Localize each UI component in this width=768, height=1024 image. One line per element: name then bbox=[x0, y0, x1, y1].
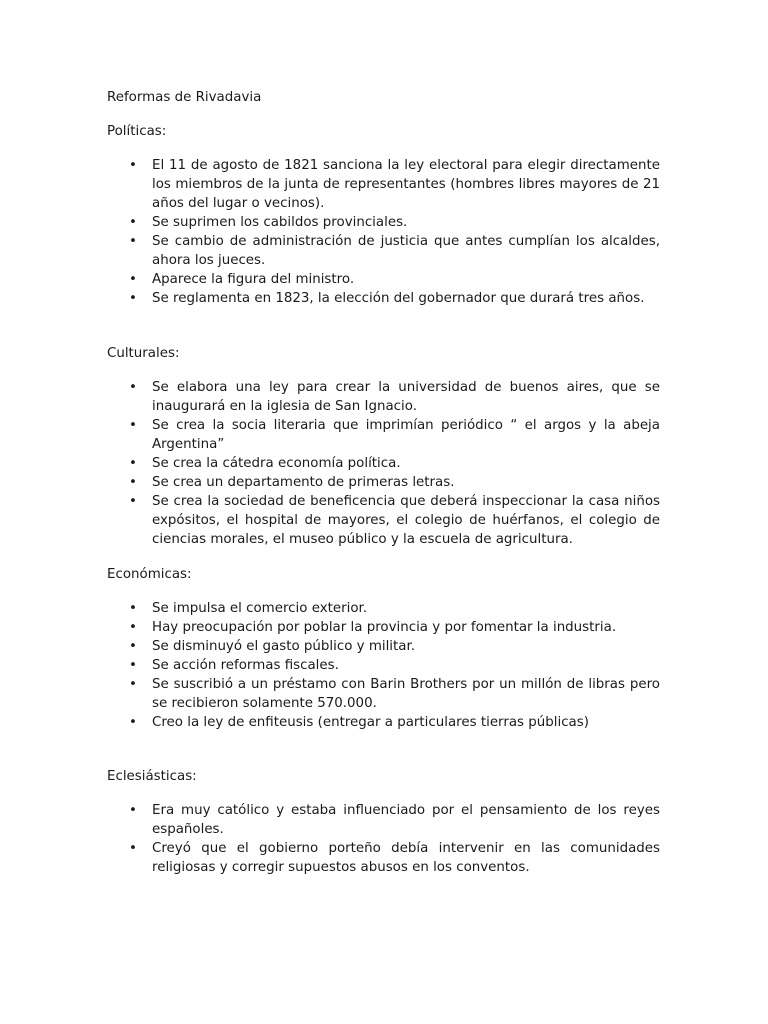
list-item: • Se impulsa el comercio exterior. bbox=[107, 599, 660, 618]
section-heading-economicas: Económicas: bbox=[107, 567, 192, 582]
document-title: Reformas de Rivadavia bbox=[107, 90, 262, 105]
list-item: • El 11 de agosto de 1821 sanciona la ley electoral para elegir directamente los miembros de la junta de representantes (hombres libres mayores de 21 años del lugar o vecinos). bbox=[107, 156, 660, 213]
bullet-list-culturales bbox=[107, 378, 660, 549]
list-item: • Se disminuyó el gasto público y militar. bbox=[107, 637, 660, 656]
list-item: • Se acción reformas fiscales. bbox=[107, 656, 660, 675]
list-item: • Se crea un departamento de primeras letras. bbox=[107, 473, 660, 492]
section-heading-culturales: Culturales: bbox=[107, 346, 180, 361]
list-item: • Se cambio de administración de justicia que antes cumplían los alcaldes, ahora los jueces. bbox=[107, 232, 660, 270]
section-heading-politicas: Políticas: bbox=[107, 124, 167, 139]
list-item: • Se elabora una ley para crear la universidad de buenos aires, que se inaugurará en la iglesia de San Ignacio. bbox=[107, 378, 660, 416]
list-item: • Se crea la sociedad de beneficencia que deberá inspeccionar la casa niños expósitos, el hospital de mayores, el colegio de huérfanos, el colegio de ciencias morales, el museo público y la escuela de agricultura. bbox=[107, 492, 660, 549]
list-item: • Se crea la socia literaria que imprimían periódico “ el argos y la abeja Argentina” bbox=[107, 416, 660, 454]
bullet-list-politicas bbox=[107, 156, 660, 308]
list-item: • Hay preocupación por poblar la provincia y por fomentar la industria. bbox=[107, 618, 660, 637]
list-item: • Se suscribió a un préstamo con Barin Brothers por un millón de libras pero se recibieron solamente 570.000. bbox=[107, 675, 660, 713]
list-item: • Era muy católico y estaba influenciado por el pensamiento de los reyes españoles. bbox=[107, 801, 660, 839]
list-item: • Se suprimen los cabildos provinciales. bbox=[107, 213, 660, 232]
list-item: • Se crea la cátedra economía política. bbox=[107, 454, 660, 473]
list-item: • Creo la ley de enfiteusis (entregar a particulares tierras públicas) bbox=[107, 713, 660, 732]
list-item: • Se reglamenta en 1823, la elección del gobernador que durará tres años. bbox=[107, 289, 660, 308]
bullet-list-eclesiasticas bbox=[107, 801, 660, 877]
section-heading-eclesiasticas: Eclesiásticas: bbox=[107, 769, 197, 784]
list-item: • Creyó que el gobierno porteño debía intervenir en las comunidades religiosas y corregir supuestos abusos en los conventos. bbox=[107, 839, 660, 877]
document-page bbox=[107, 88, 660, 877]
bullet-list-economicas bbox=[107, 599, 660, 732]
list-item: • Aparece la figura del ministro. bbox=[107, 270, 660, 289]
